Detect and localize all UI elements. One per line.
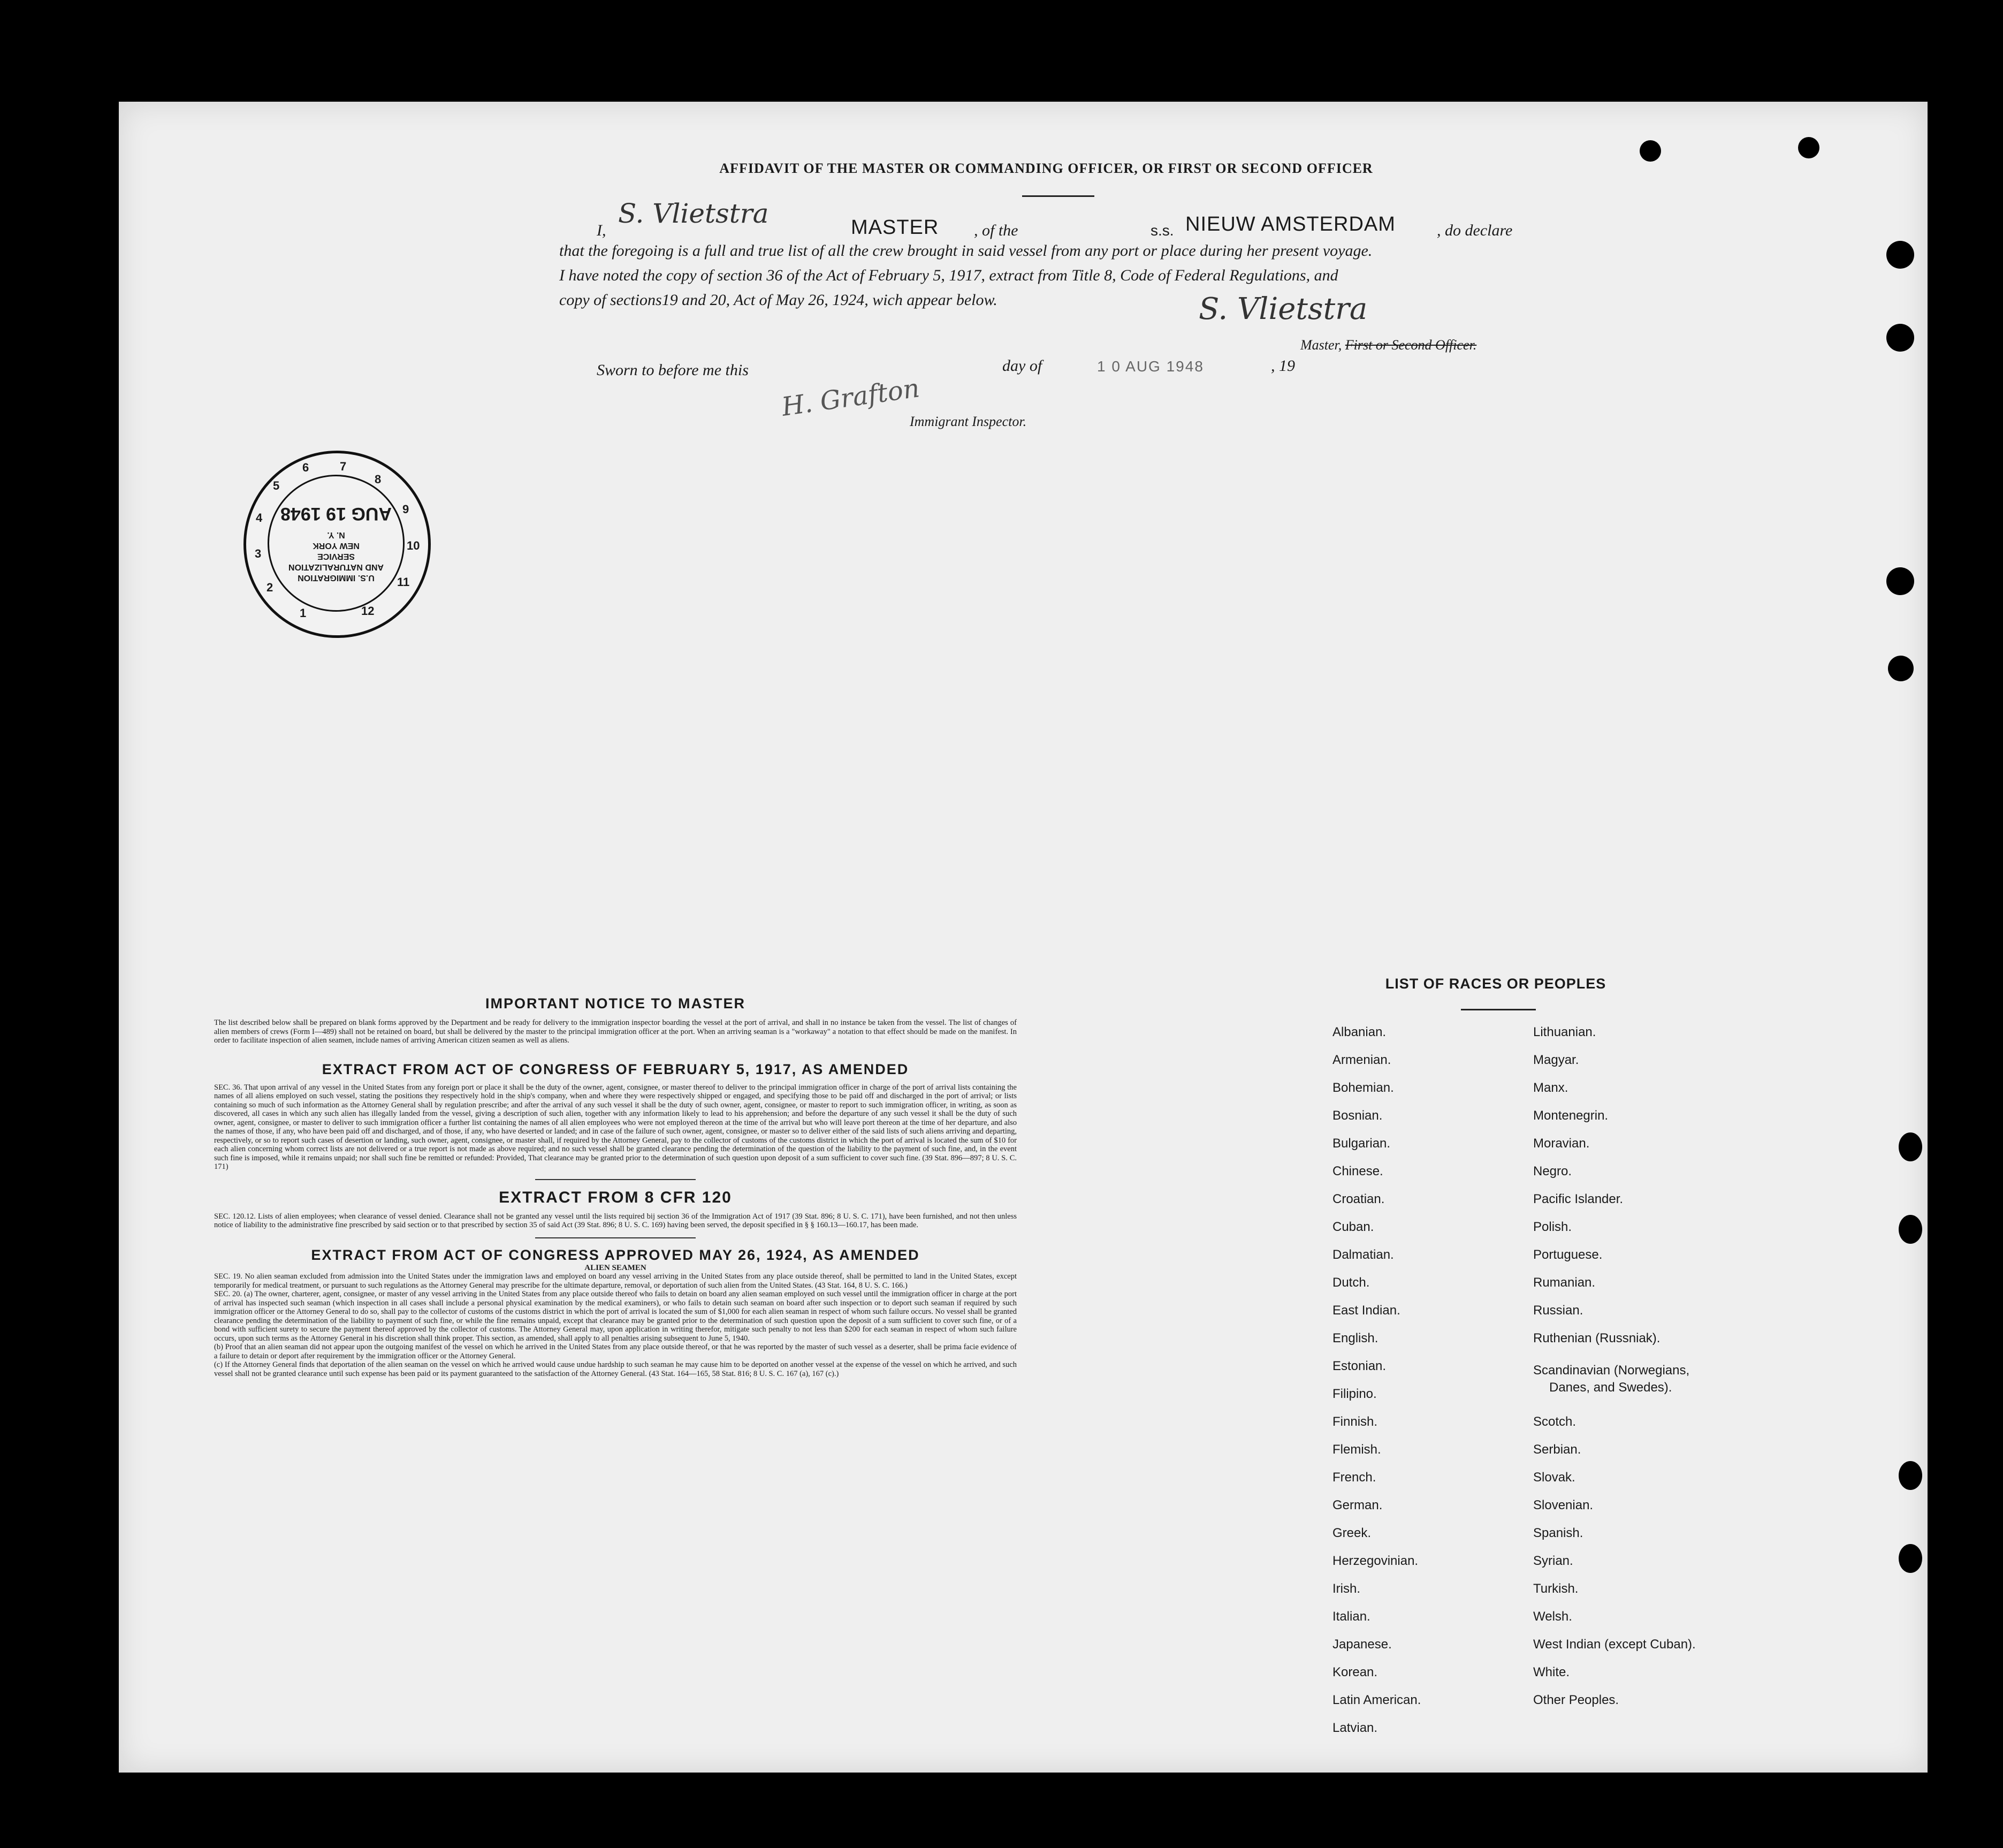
race-item: Rumanian.	[1533, 1275, 1596, 1290]
races-divider	[1461, 1009, 1536, 1010]
affidavit-title: AFFIDAVIT OF THE MASTER OR COMMANDING OFFICER, OR FIRST OR SECOND OFFICER	[719, 161, 1373, 176]
race-item: Other Peoples.	[1533, 1693, 1619, 1707]
ring-number: 7	[340, 460, 347, 473]
stamp-agency: U.S. IMMIGRATION	[298, 573, 375, 583]
race-item: Slovak.	[1533, 1470, 1575, 1485]
race-item: English.	[1332, 1331, 1379, 1345]
race-item: Latin American.	[1332, 1693, 1421, 1707]
ring-number: 3	[255, 547, 262, 560]
race-item: Flemish.	[1332, 1442, 1381, 1457]
race-item: Syrian.	[1533, 1554, 1573, 1568]
punch-hole	[1886, 241, 1914, 269]
race-item: Negro.	[1533, 1164, 1572, 1178]
extract3-sec20a: SEC. 20. (a) The owner, charterer, agent, consignee, or master of any vessel arriving in the United States from any place outside thereof who fails to detain on board any alien seaman employed on such vessel until the immigration officer in charge at the port of arrival has inspected such seaman (which inspection in all cases shall include a personal physical examination by the medical examiners), or who fails to detain such seaman on board after such inspection or to deport such seaman if required by such immigration officer or the Attorney General to do so, shall pay to the collector of customs of the customs district in which the port of arrival is located the sum of $1,000 for each alien seaman in respect of whom such failure occurs. No vessel shall be granted clearance pending the determination of the liability to payment of such fine, or while the fine remains unpaid, except that clearance may be granted prior to the determination of such question upon the deposit of a sum sufficient to cover such fine, or of a bond with sufficient surety to secure the payment thereof approved by the collector of customs. The Attorney General may, upon application in writing therefor, mitigate such penalty to not less than $200 for each seaman in respect of whom such failure occurs, upon such terms as the Attorney General in his discretion shall think proper. This section, as amended, shall apply to all penalties arising subsequent to June 5, 1940.	[214, 1290, 1017, 1343]
race-item: Portuguese.	[1533, 1248, 1603, 1262]
extract3-title: EXTRACT FROM ACT OF CONGRESS APPROVED MAY 26, 1924, AS AMENDED	[311, 1246, 920, 1263]
stamp-agency: AND NATURALIZATION	[288, 562, 384, 572]
stamp-agency: NEW YORK	[313, 541, 360, 551]
punch-hole	[1899, 1215, 1922, 1244]
extract2-title: EXTRACT FROM 8 CFR 120	[499, 1188, 732, 1206]
declarant-signature: S. Vlietstra	[618, 198, 769, 229]
ring-number: 1	[300, 606, 307, 620]
ring-number: 12	[361, 604, 375, 618]
struck-officer-label: First or Second Officer.	[1345, 337, 1477, 353]
title-divider	[1022, 195, 1094, 197]
vessel-name: NIEUW AMSTERDAM	[1185, 213, 1396, 235]
extract3-subtitle: ALIEN SEAMEN	[584, 1263, 646, 1272]
extract3-sec20b: (b) Proof that an alien seaman did not appear upon the outgoing manifest of the vessel on which he arrived in the United States from any place outside thereof, or that he was reported by the master of such vessel as a deserter, shall be prima facie evidence of a failure to detain or deport after requirement by the immigration officer or the Attorney General.	[214, 1343, 1017, 1360]
race-item: East Indian.	[1332, 1303, 1400, 1318]
race-item: Manx.	[1533, 1081, 1568, 1095]
race-item: Latvian.	[1332, 1721, 1378, 1735]
race-item: Chinese.	[1332, 1164, 1383, 1178]
ring-number: 10	[407, 539, 420, 552]
ring-number: 5	[273, 479, 280, 492]
master-caption	[1300, 337, 1476, 353]
sworn-label: Sworn to before me this	[597, 361, 749, 379]
punch-hole	[1888, 656, 1914, 681]
race-item: Dutch.	[1332, 1275, 1370, 1290]
ss-label: s.s.	[1151, 222, 1174, 239]
race-item: West Indian (except Cuban).	[1533, 1637, 1696, 1652]
race-item: Bulgarian.	[1332, 1136, 1391, 1151]
race-item: Montenegrin.	[1533, 1108, 1609, 1123]
race-item: Welsh.	[1533, 1609, 1572, 1624]
race-item: Korean.	[1332, 1665, 1378, 1679]
declaration	[559, 198, 1528, 313]
document-page	[119, 102, 1928, 1773]
race-item: Dalmatian.	[1332, 1248, 1394, 1262]
race-item: Danes, and Swedes).	[1549, 1380, 1672, 1395]
race-item: Scandinavian (Norwegians,	[1533, 1363, 1690, 1378]
extract1-title: EXTRACT FROM ACT OF CONGRESS OF FEBRUARY 5, 1917, AS AMENDED	[322, 1061, 909, 1077]
extract3-sec19: SEC. 19. No alien seaman excluded from admission into the United States under the immigration laws and employed on board any vessel arriving in the United States from any place outside thereof, shall be permitted to land in the United States, except temporarily for medical treatment, or pursuant to such regulations as the Attorney General may prescribe for the ultimate departure, removal, or deportation of such alien from the United States. (43 Stat. 164, 8 U. S. C. 166.)	[214, 1272, 1017, 1290]
race-item: Serbian.	[1533, 1442, 1581, 1457]
race-item: Japanese.	[1332, 1637, 1392, 1652]
day-of-label: day of	[1002, 357, 1042, 375]
declaration-line-2: that the foregoing is a full and true list of all the crew brought in said vessel from any port or place during her present voyage.	[559, 242, 1373, 260]
ring-number: 8	[375, 473, 382, 486]
inspector-caption: Immigrant Inspector.	[910, 414, 1027, 429]
race-item: German.	[1332, 1498, 1383, 1512]
race-item: French.	[1332, 1470, 1376, 1485]
punch-hole	[1899, 1132, 1922, 1161]
extract3-sec20c: (c) If the Attorney General finds that deportation of the alien seaman on the vessel on which he arrived would cause undue hardship to such seaman he may cause him to be deported on another vessel at the expense of the vessel on which he arrived, and such vessel shall not be granted clearance until such expense has been paid or its payment guaranteed to the satisfaction of the Attorney General. (43 Stat. 164—165, 58 Stat. 816; 8 U. S. C. 167 (a), 167 (c).)	[214, 1360, 1017, 1378]
inspection-stamp	[243, 451, 431, 638]
race-item: Herzegovinian.	[1332, 1554, 1419, 1568]
race-item: Moravian.	[1533, 1136, 1590, 1151]
race-item: Russian.	[1533, 1303, 1583, 1318]
notice-section	[214, 995, 1017, 1378]
punch-hole	[1886, 567, 1914, 595]
race-item: Filipino.	[1332, 1387, 1377, 1401]
year-label: , 19	[1271, 357, 1295, 375]
race-item: Bosnian.	[1332, 1108, 1383, 1123]
master-signature: S. Vlietstra	[1199, 292, 1368, 326]
punch-hole	[1899, 1461, 1922, 1490]
race-item: Italian.	[1332, 1609, 1370, 1624]
race-item: Spanish.	[1533, 1526, 1583, 1540]
race-item: Armenian.	[1332, 1053, 1391, 1067]
stamp-agency: N. Y.	[327, 530, 345, 540]
race-item: Lithuanian.	[1533, 1025, 1596, 1039]
race-item: Croatian.	[1332, 1192, 1385, 1206]
race-item: Polish.	[1533, 1220, 1572, 1234]
section-divider	[535, 1237, 696, 1238]
stamp-date: AUG 19 1948	[280, 504, 392, 524]
punch-hole	[1899, 1544, 1922, 1573]
stamp-agency: SERVICE	[317, 552, 355, 561]
ring-number: 11	[397, 575, 410, 589]
declaration-line-3: I have noted the copy of section 36 of the Act of February 5, 1917, extract from Title 8, Code of Federal Regulations, and	[559, 267, 1338, 284]
date-stamp: 1 0 AUG 1948	[1097, 358, 1204, 375]
declaration-line-1	[559, 198, 1528, 239]
race-item: Finnish.	[1332, 1414, 1378, 1429]
notice-title: IMPORTANT NOTICE TO MASTER	[485, 995, 745, 1012]
punch-hole	[1886, 324, 1914, 352]
race-item: Irish.	[1332, 1581, 1361, 1596]
extract1-body: SEC. 36. That upon arrival of any vessel in the United States from any foreign port or place it shall be the duty of the owner, agent, consignee, or master thereof to deliver to the principal immigration officer in charge of the port of arrival lists containing the names of all aliens employed on such vessel, stating the positions they respectively hold in the ship's company, when and where they were respectively shipped or engaged, and specifying those to be paid off and discharged in the port of arrival; or lists containing so much of such information as the Attorney General shall by regulation prescribe; and after the arrival of any such vessel it shall be the duty of such owner, agent, consignee, or master to report to such immigration officer, in writing, as soon as discovered, all cases in which any such alien has illegally landed from the vessel, giving a description of such alien, together with any information likely to lead to his apprehension; and before the departure of any such vessel it shall be the duty of such owner, agent, consignee, or master to deliver to such immigration officer a further list containing the names of all alien employees who were not employed thereon at the time of the arrival but who will leave port thereon at the time of her departure, and also the names of those, if any, who have been paid off and discharged, and of those, if any, who have deserted or landed; and in case of the failure of such owner, agent, consignee, or master so to deliver either of the said lists of such aliens arriving and departing, respectively, or so to report such cases of desertion or landing, such owner, agent, consignee, or master shall, if required by the Attorney General, pay to the collector of customs of the customs district in which the port of arrival is located the sum of $10 for each alien concerning whom correct lists are not delivered or a true report is not made as above required; and no such vessel shall be granted clearance pending the determination of the question of the liability to the payment of such fine, and, in the event such fine is imposed, while it remains unpaid; nor shall such fine be remitted or refunded: Provided, That clearance may be granted prior to the determination of such question upon deposit of a sum sufficient to cover such fine. (39 Stat. 896—897; 8 U. S. C. 171)	[214, 1083, 1017, 1171]
race-item: Pacific Islander.	[1533, 1192, 1624, 1206]
ring-number: 4	[256, 511, 263, 524]
ring-number: 2	[266, 581, 273, 594]
race-item: Ruthenian (Russniak).	[1533, 1331, 1661, 1345]
declaration-line-4: copy of sections19 and 20, Act of May 26, 1924, wich appear below.	[559, 291, 997, 309]
race-item: Bohemian.	[1332, 1081, 1394, 1095]
race-item: Estonian.	[1332, 1359, 1387, 1373]
race-item: Magyar.	[1533, 1053, 1579, 1067]
master-label: Master,	[1300, 337, 1342, 353]
i-label: I,	[597, 222, 606, 239]
race-item: White.	[1533, 1665, 1570, 1679]
stamp-center	[268, 475, 405, 612]
ring-number: 6	[302, 461, 309, 474]
race-item: Scotch.	[1533, 1414, 1576, 1429]
race-item: Albanian.	[1332, 1025, 1387, 1039]
ring-number: 9	[402, 503, 409, 516]
section-divider	[535, 1179, 696, 1180]
do-declare-label: , do declare	[1437, 222, 1513, 239]
race-item: Greek.	[1332, 1526, 1372, 1540]
race-item: Cuban.	[1332, 1220, 1374, 1234]
rank-value: MASTER	[851, 216, 939, 239]
punch-hole	[1798, 137, 1819, 158]
extract2-body: SEC. 120.12. Lists of alien employees; when clearance of vessel denied. Clearance shall not be granted any vessel until the lists required bij section 36 of the Immigration Act of 1917 (39 Stat. 896; 8 U. S. C. 171), have been furnished, and not then unless notice of liability to the administrative fine prescribed by said section or to that prescribed by section 35 of said Act (39 Stat. 896; 8 U. S. C. 169) having been served, the deposit specified in § § 160.13—160.17, has been made.	[214, 1212, 1017, 1229]
race-item: Slovenian.	[1533, 1498, 1594, 1512]
inspector-signature: H. Grafton	[780, 373, 921, 422]
race-item: Turkish.	[1533, 1581, 1579, 1596]
of-the-label: , of the	[974, 222, 1018, 239]
races-title: LIST OF RACES OR PEOPLES	[1385, 976, 1606, 992]
punch-hole	[1640, 140, 1661, 162]
notice-body: The list described below shall be prepared on blank forms approved by the Department and be ready for delivery to the immigration inspector boarding the vessel at the port of arrival, and shall in no instance be taken from the vessel. The list of changes of alien members of crews (Form I—489) shall not be retained on board, but shall be delivered by the master to the principal immigration officer at the port. When an arriving seaman is a "workaway" a notation to that effect should be made on the manifest. In order to facilitate inspection of alien seamen, include names of arriving American citizen seamen as well as aliens.	[214, 1018, 1017, 1045]
